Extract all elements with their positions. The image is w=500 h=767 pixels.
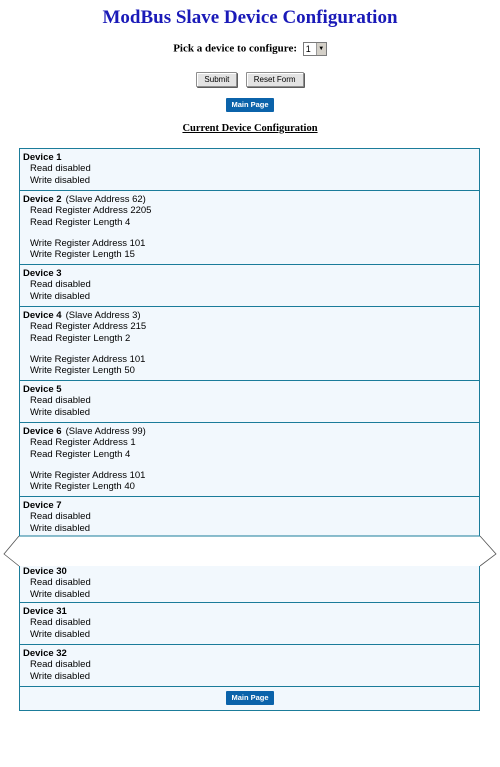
device-line: Write disabled	[30, 628, 91, 640]
device-line: Write Register Address 101	[30, 237, 146, 249]
reset-form-button[interactable]: Reset Form	[246, 72, 304, 87]
device-line: Read disabled	[30, 511, 91, 523]
chevron-down-icon[interactable]: ▼	[316, 43, 326, 55]
device-row	[20, 566, 479, 603]
slave-address: (Slave Address 3)	[65, 310, 141, 321]
device-line: Read Register Length 2	[30, 332, 131, 344]
device-picker-row	[0, 42, 500, 56]
device-line: Write disabled	[30, 174, 91, 186]
device-row	[20, 191, 479, 265]
current-config-heading: Current Device Configuration	[182, 123, 318, 134]
table-footer-row	[20, 687, 479, 709]
device-line: Write disabled	[30, 588, 91, 600]
slave-address: (Slave Address 62)	[65, 194, 146, 205]
device-row	[20, 497, 479, 539]
submit-button[interactable]: Submit	[196, 72, 237, 87]
device-name: Device 30	[23, 566, 67, 577]
device-line: Read Register Address 1	[30, 437, 136, 449]
device-line: Read Register Length 4	[30, 448, 131, 460]
device-name: Device 1	[23, 152, 62, 163]
device-picker-label: Pick a device to configure:	[173, 42, 298, 55]
device-config-table-top	[19, 148, 480, 538]
device-row	[20, 423, 479, 497]
device-name: Device 31	[23, 606, 67, 617]
device-name: Device 6	[23, 426, 62, 437]
device-line: Write disabled	[30, 290, 91, 302]
device-row	[20, 149, 479, 191]
device-config-table-bottom	[19, 566, 480, 711]
device-line: Write Register Length 15	[30, 249, 135, 261]
device-line: Write Register Length 40	[30, 481, 135, 493]
device-line: Read Register Address 2205	[30, 205, 152, 217]
device-line: Read disabled	[30, 163, 91, 175]
device-row	[20, 265, 479, 307]
omitted-section-break	[0, 534, 500, 570]
device-name: Device 7	[23, 500, 62, 511]
device-row	[20, 645, 479, 687]
device-row	[20, 307, 479, 381]
device-line: Read Register Address 215	[30, 321, 147, 333]
main-page-button-bottom[interactable]: Main Page	[226, 691, 274, 705]
device-line: Write disabled	[30, 406, 91, 418]
device-line: Write disabled	[30, 522, 91, 534]
slave-address: (Slave Address 99)	[65, 426, 146, 437]
device-select[interactable]	[303, 42, 327, 56]
device-line: Read disabled	[30, 659, 91, 671]
main-page-button-top[interactable]: Main Page	[226, 98, 274, 112]
device-line: Write Register Address 101	[30, 469, 146, 481]
device-name: Device 5	[23, 384, 62, 395]
page-title: ModBus Slave Device Configuration	[102, 7, 398, 28]
device-line: Write Register Length 50	[30, 365, 135, 377]
device-name: Device 2	[23, 194, 62, 205]
device-line: Write disabled	[30, 670, 91, 682]
device-row	[20, 381, 479, 423]
device-select-value: 1	[305, 44, 311, 54]
form-buttons	[0, 69, 500, 87]
device-name: Device 32	[23, 648, 67, 659]
device-line: Read disabled	[30, 395, 91, 407]
device-name: Device 4	[23, 310, 62, 321]
device-line: Read disabled	[30, 577, 91, 589]
device-line: Write Register Address 101	[30, 353, 146, 365]
device-name: Device 3	[23, 268, 62, 279]
device-line: Read Register Length 4	[30, 216, 131, 228]
device-line: Read disabled	[30, 617, 91, 629]
device-line: Read disabled	[30, 279, 91, 291]
device-row	[20, 603, 479, 645]
